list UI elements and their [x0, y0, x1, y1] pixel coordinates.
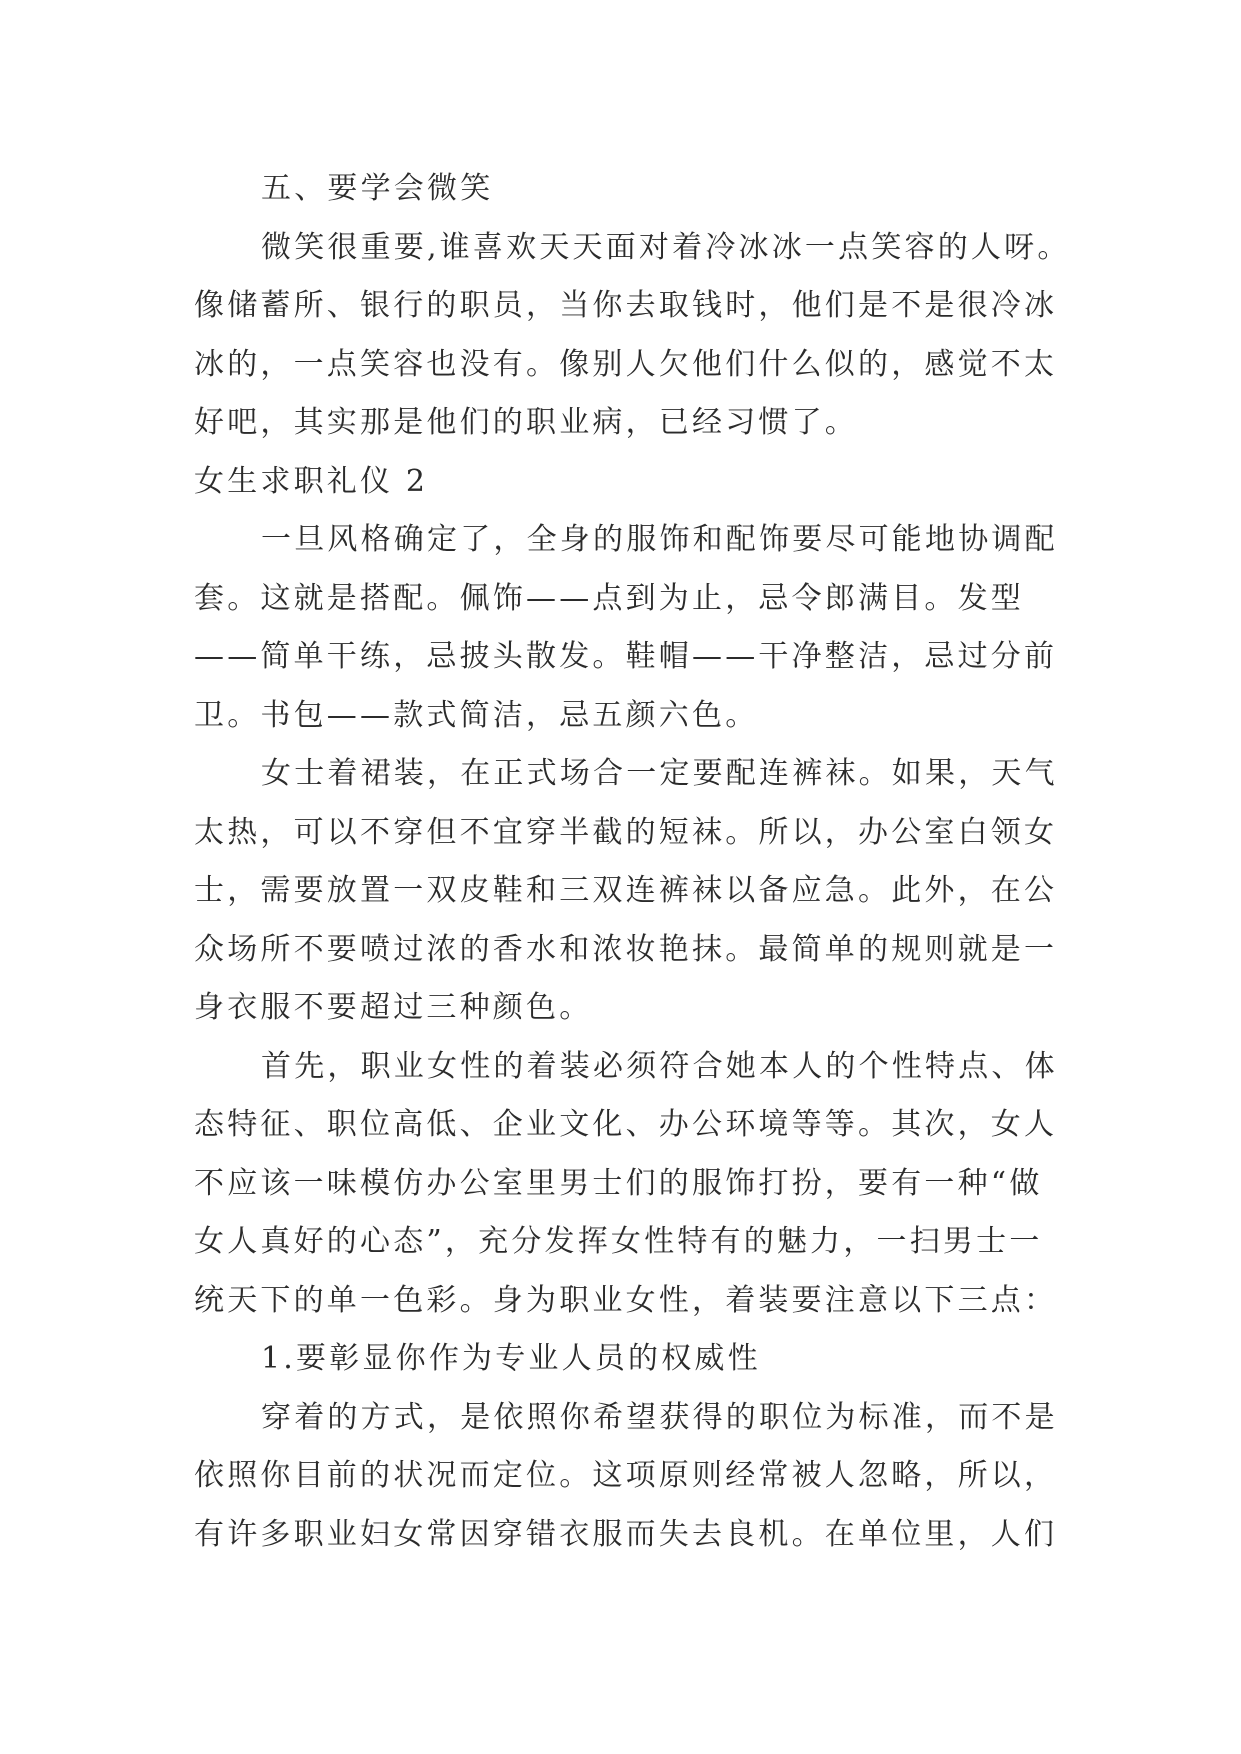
- text-line: 套。这就是搭配。佩饰——点到为止，忌令郎满目。发型: [194, 580, 1024, 616]
- subheading-point-1: 1.要彰显你作为专业人员的权威性: [261, 1341, 761, 1376]
- document-body: [194, 160, 1154, 1564]
- text-line: 卫。书包——款式简洁，忌五颜六色。: [194, 697, 759, 733]
- text-line: 统天下的单一色彩。身为职业女性，着装要注意以下三点：: [194, 1282, 1058, 1318]
- paragraph-smile: [194, 219, 1154, 453]
- text-line: 女人真好的心态”，充分发挥女性特有的魅力，一扫男士一: [194, 1224, 1043, 1259]
- paragraph-first: [194, 1038, 1154, 1331]
- text-line: 微笑很重要,谁喜欢天天面对着冷冰冰一点笑容的人呀。: [261, 229, 1071, 265]
- text-line: 态特征、职位高低、企业文化、办公环境等等。其次，女人: [194, 1107, 1058, 1142]
- paragraph-skirt: [194, 745, 1154, 1038]
- text-line: 一旦风格确定了，全身的服饰和配饰要尽可能地协调配: [261, 522, 1058, 557]
- paragraph-dress: [194, 1389, 1154, 1565]
- text-line: 众场所不要喷过浓的香水和浓妆艳抹。最简单的规则就是一: [194, 931, 1058, 967]
- text-line: 身衣服不要超过三种颜色。: [194, 990, 593, 1025]
- subheading-smile: 五、要学会微笑: [261, 171, 494, 206]
- text-line: 不应该一味模仿办公室里男士们的服饰打扮，要有一种“做: [194, 1165, 1043, 1201]
- text-line: 女士着裙装，在正式场合一定要配连裤袜。如果，天气: [261, 756, 1058, 791]
- text-line: 像储蓄所、银行的职员，当你去取钱时，他们是不是很冷冰: [194, 288, 1058, 323]
- text-line: 士，需要放置一双皮鞋和三双连裤袜以备应急。此外，在公: [194, 873, 1058, 908]
- text-line: 依照你目前的状况而定位。这项原则经常被人忽略，所以，: [194, 1458, 1058, 1493]
- text-line: 穿着的方式，是依照你希望获得的职位为标准，而不是: [261, 1399, 1058, 1435]
- section-title: 女生求职礼仪 2: [194, 463, 429, 499]
- text-line: 冰的，一点笑容也没有。像别人欠他们什么似的，感觉不太: [194, 346, 1058, 382]
- text-line: 首先，职业女性的着装必须符合她本人的个性特点、体: [261, 1048, 1058, 1084]
- text-line: 有许多职业妇女常因穿错衣服而失去良机。在单位里，人们: [194, 1516, 1058, 1552]
- text-line: 好吧，其实那是他们的职业病，已经习惯了。: [194, 405, 858, 440]
- text-line: 太热，可以不穿但不宜穿半截的短袜。所以，办公室白领女: [194, 814, 1058, 850]
- text-line: ——简单干练，忌披头散发。鞋帽——干净整洁，忌过分前: [194, 639, 1058, 674]
- paragraph-style: [194, 511, 1154, 745]
